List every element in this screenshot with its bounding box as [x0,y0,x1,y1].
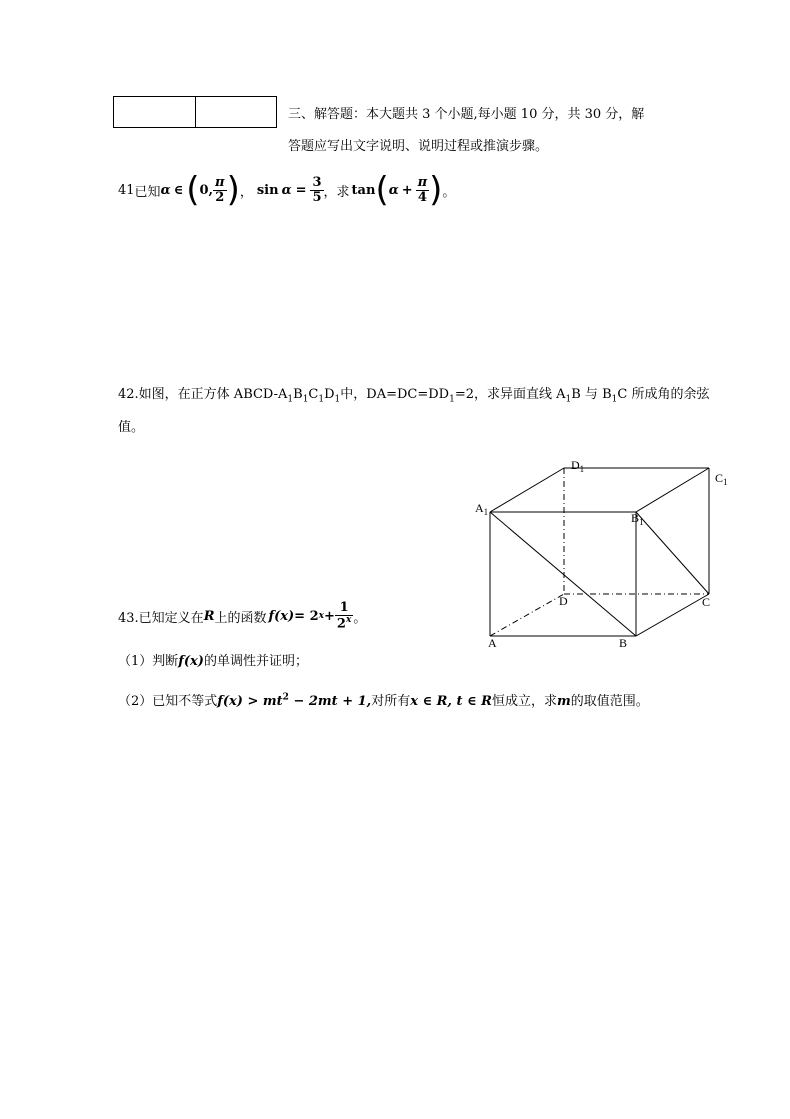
q42-sub-a1b: 1 [565,394,572,405]
label-b: B [619,636,628,650]
segment-b1-c [636,512,709,594]
q41-three-fifths [310,176,323,204]
q43-p2-mid: 对所有 [371,694,411,709]
q43-p1-lead: （1）判断 [118,654,179,669]
q43-R: R [203,608,215,624]
q43-den-exp: x [345,614,352,625]
section-heading-line2: 答题应写出文字说明、说明过程或推演步骤。 [288,139,549,154]
q43-fx: f(x) [268,608,295,624]
q41-plus: + [401,182,413,198]
q43-p2-tail-b: 的取值范围。 [570,694,649,709]
q43-exp-x: x [318,611,325,621]
q41-ask: ，求 [323,184,350,200]
label-a: A [488,636,497,650]
question-42-line1 [118,383,709,405]
q41-pi-over-2 [213,176,227,204]
q43-p2-domain: x ∈ R, t ∈ R [410,694,492,709]
q42-text-h: C 所成角的余弦 [617,387,710,402]
q43-lead: 43.已知定义在 [118,610,204,626]
q41-paren2-close: ) [429,170,443,210]
q43-p2-fx: f(x) [217,694,243,709]
q42-sub-a1: 1 [287,394,294,405]
question-41 [118,166,455,214]
label-c1: $C_1$ [715,471,728,487]
q42-text-e: 中，DA=DC=DD [340,387,450,402]
q43-p2-ineq-b: − 2mt + 1, [288,694,372,709]
q41-tan: tan [351,182,376,198]
score-table [113,96,277,128]
q43-p1-tail: 的单调性并证明； [203,654,308,669]
q41-sin: sin [256,182,279,198]
q41-in: ∈ [173,182,184,198]
q43-p2-tail-a: 恒成立，求 [491,694,557,709]
label-a1: $A_1$ [475,501,489,517]
question-43 [118,596,366,636]
q41-comma: , [208,182,214,198]
q42-sub-d1: 1 [334,394,341,405]
q41-paren-open: ( [186,170,200,210]
q41-two-den: 2 [213,190,227,205]
edge-a1-d1 [490,468,564,512]
q43-mid: 上的函数 [214,610,267,626]
q43-den [335,615,353,631]
q43-eq: = 2 [294,608,319,624]
question-43-part2 [118,690,649,709]
segment-a1-b [490,512,636,636]
q42-sub-b1c: 1 [611,394,618,405]
section-heading-line1: 三、解答题：本大题共 3 个小题,每小题 10 分，共 30 分，解 [288,107,645,122]
q43-den-base: 2 [336,616,346,632]
q42-text-g: B 与 B [571,387,612,402]
q43-p2-lead: （2）已知不等式 [118,694,218,709]
q42-text-a: 42.如图，在正方体 ABCD-A [118,387,288,402]
cube-figure [470,455,740,655]
q43-end: 。 [353,610,367,626]
question-43-part1 [118,650,308,669]
q43-one-num: 1 [339,600,349,616]
q42-sub-b1: 1 [302,394,309,405]
q41-sep: ， [239,184,253,200]
question-42-line2: 值。 [118,420,145,435]
label-c: C [702,595,711,609]
q41-pi-over-4 [416,176,430,204]
q41-five-den: 5 [312,189,322,205]
q41-end: 。 [442,184,456,200]
q43-plus: + [324,608,335,624]
q41-alpha3: α [388,182,399,198]
q43-p2-ineq-a: > mt [242,694,283,709]
label-b1: $B_1$ [631,511,644,527]
q42-text-f: =2，求异面直线 A [454,387,566,402]
edge-b1-c1 [636,468,709,512]
q43-p2-m: m [556,694,571,709]
q41-four-den: 4 [416,190,430,205]
q41-lead: 已知 [134,184,161,200]
q41-alpha: α [160,182,171,198]
q41-pi-num: π [215,174,225,190]
score-cell-grader [114,97,195,127]
q41-alpha2: α [281,182,292,198]
hidden-edge-a-d [490,594,564,636]
q43-p2-sq: 2 [282,692,289,703]
q41-three-num: 3 [312,174,322,190]
label-d: D [559,594,568,608]
q41-zero: 0 [199,182,209,198]
q42-text-d: D [324,387,335,402]
q42-text-b: B [293,387,303,402]
q42-sub-c1: 1 [318,394,325,405]
q41-number: 41 [118,182,135,198]
q43-fraction [335,601,353,631]
q42-sub-dd1: 1 [449,394,455,405]
q41-paren2-open: ( [375,170,389,210]
q42-text-c: C [308,387,319,402]
q41-equals: = [295,182,307,198]
score-cell-score [195,97,277,127]
q41-pi-num2: π [417,174,428,190]
q43-p1-fx: f(x) [178,654,204,669]
label-d1: $D_1$ [571,458,585,474]
edge-b-c [636,594,709,636]
q41-paren-close: ) [226,170,240,210]
